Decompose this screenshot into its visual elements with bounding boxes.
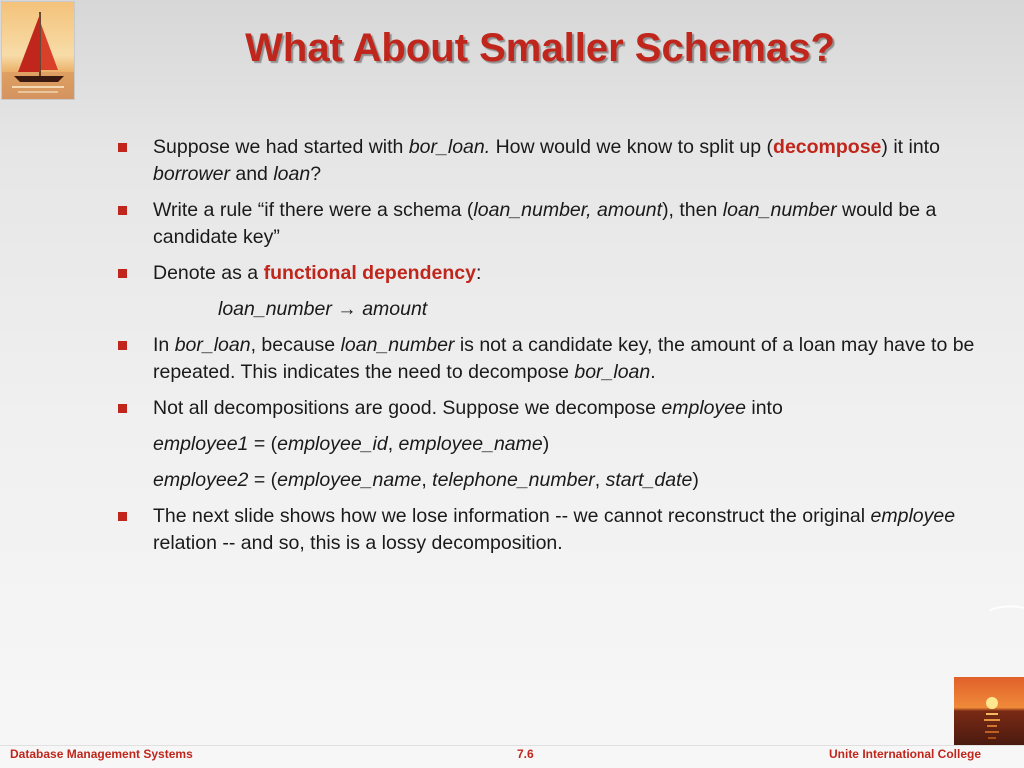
text: = ( [248,469,278,491]
sunset-image [954,677,1024,745]
text: Suppose we had started with [153,136,409,158]
footer-divider [0,745,1024,746]
term: employee [661,397,746,419]
bullet-item-candidate-key [118,332,978,386]
text: Not all decompositions are good. Suppose we decompose [153,397,662,419]
term: start_date [605,469,693,491]
term: employee [870,505,956,527]
highlight-term: functional dependency [263,262,476,284]
text: relation -- and so, this is a lossy decomposition. [153,532,563,554]
functional-dependency-line [118,296,978,323]
decorative-swoosh-icon [990,600,1024,620]
term: employee_name [398,433,543,455]
text: How would we know to split up ( [490,136,774,158]
highlight-term: decompose [773,136,882,158]
text: Write a rule “if there were a schema ( [153,199,474,221]
text: ) [692,469,699,491]
slide-content [118,134,978,566]
term: employee_name [277,469,422,491]
term: bor_loan [174,334,251,356]
bullet-item-denote [118,260,978,287]
text: In [153,334,175,356]
footer-page-number: 7.6 [517,747,534,761]
square-bullet-icon [118,512,127,521]
text: ) [542,433,550,455]
footer-institution: Unite International College [828,747,981,761]
text: : [475,262,482,284]
text: , [594,469,606,491]
bullet-item-decompositions [118,395,978,422]
bullet-item-rule [118,197,978,251]
text: would be a candidate key” [153,199,937,248]
term: loan [273,163,311,185]
term: borrower [153,163,230,185]
term: bor_loan [574,361,651,383]
term: employee1 [153,433,249,455]
text: = ( [248,433,278,455]
text: and [229,163,274,185]
term: telephone_number [432,469,595,491]
text: is not a candidate key, the amount of a loan may have to be repeated. This indicates the need to decompose [153,334,975,383]
bullet-item-bor-loan [118,134,978,188]
square-bullet-icon [118,143,127,152]
text: , [421,469,433,491]
arrow-icon: → [331,298,363,320]
footer-course: Database Management Systems [10,747,193,761]
term: loan_number [722,199,837,221]
square-bullet-icon [118,341,127,350]
term: amount [362,298,428,320]
term: loan_number [218,298,332,320]
term: loan_number [340,334,455,356]
text: into [745,397,783,419]
square-bullet-icon [118,269,127,278]
employee2-schema [118,467,978,494]
text: The next slide shows how we lose information -- we cannot reconstruct the original [153,505,871,527]
text: , because [250,334,341,356]
text: ) it into [881,136,940,158]
term: employee2 [153,469,249,491]
text: . [650,361,656,383]
text: ? [310,163,322,185]
text: , [387,433,399,455]
square-bullet-icon [118,404,127,413]
bullet-item-lossy [118,503,978,557]
employee1-schema [118,431,978,458]
text: ), then [662,199,723,221]
page-title: What About Smaller Schemas? [245,26,835,70]
term: loan_number, amount [473,199,663,221]
square-bullet-icon [118,206,127,215]
text: Denote as a [153,262,264,284]
term: bor_loan. [408,136,491,158]
term: employee_id [277,433,388,455]
